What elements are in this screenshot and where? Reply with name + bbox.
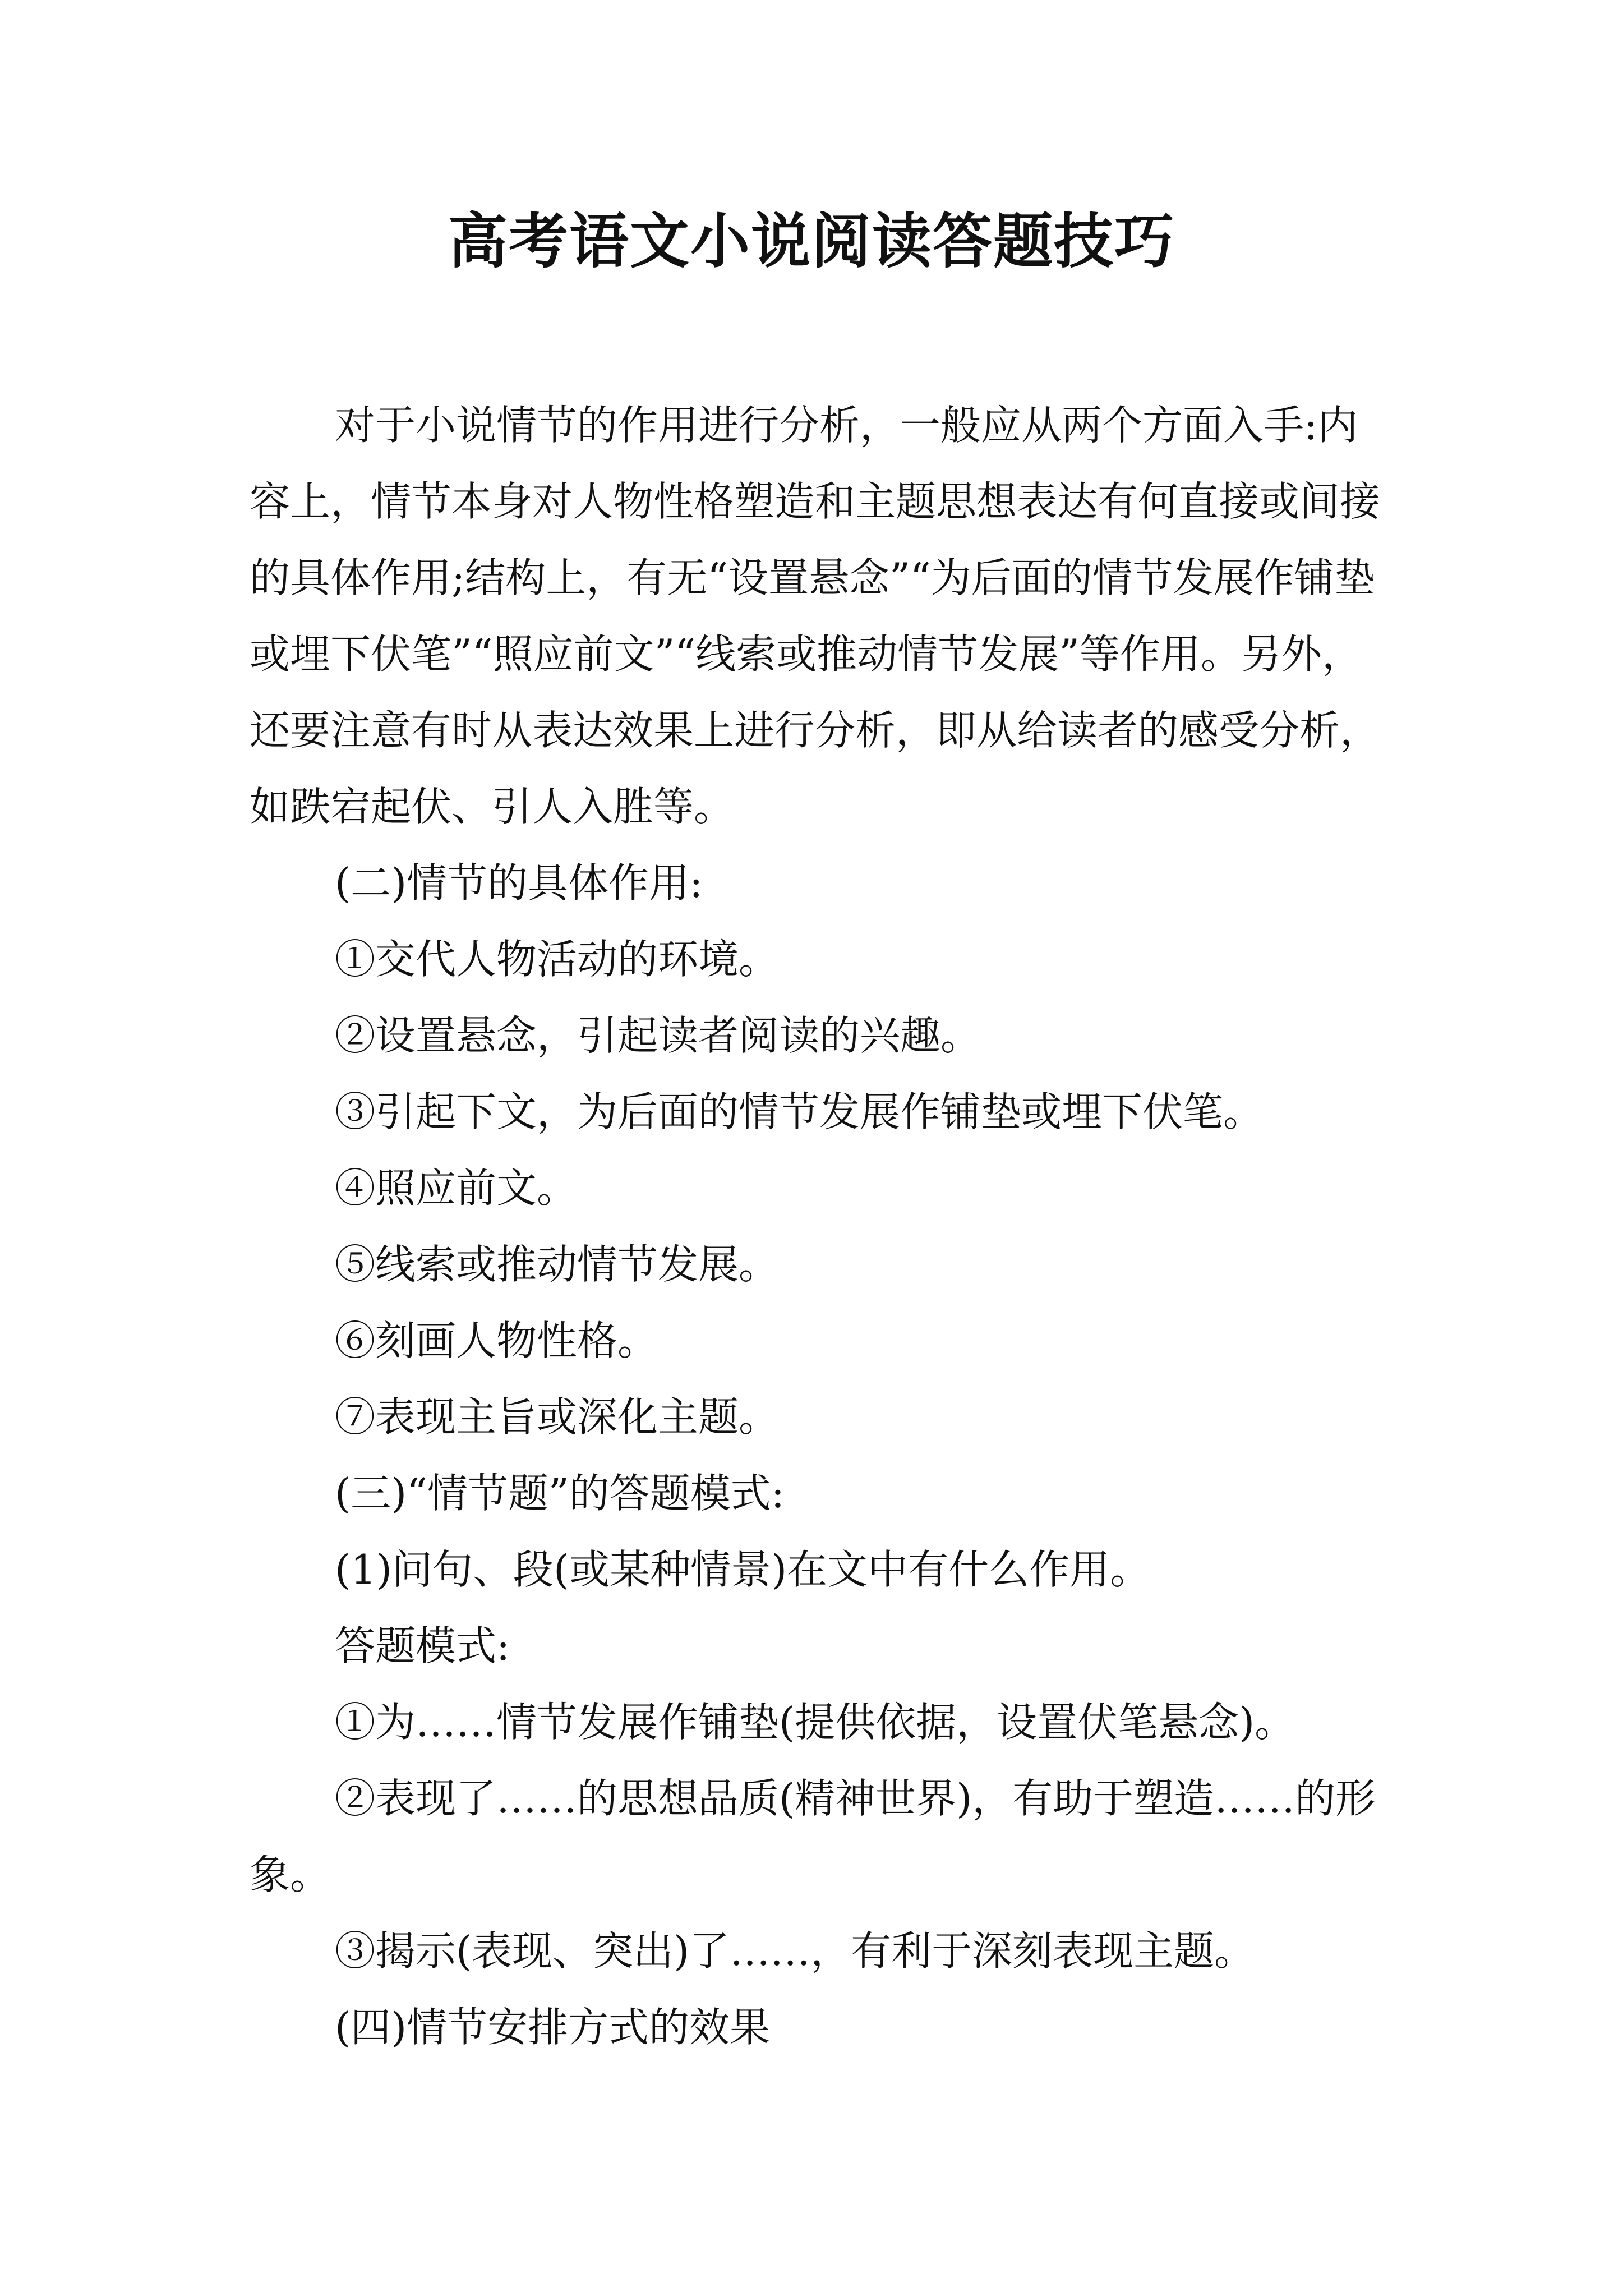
section-heading-arrangement-effects: (四)情节安排方式的效果 [335,2004,771,2051]
list-item: ⑥刻画人物性格。 [335,1317,658,1364]
list-item: ①交代人物活动的环境。 [335,936,780,983]
list-item: ③引起下文，为后面的情节发展作铺垫或埋下伏笔。 [335,1088,1264,1135]
list-item: ②表现了……的思想品质(精神世界)，有助于塑造……的形象。 [250,1775,1376,1898]
list-item: ③揭示(表现、突出)了……，有利于深刻表现主题。 [335,1927,1255,1975]
section-heading-plot-functions: (二)情节的具体作用: [335,859,703,907]
answer-pattern-label: 答题模式: [335,1622,510,1669]
list-item: ④照应前文。 [335,1165,578,1212]
list-item: ⑤线索或推动情节发展。 [335,1241,780,1288]
question-item: (1)问句、段(或某种情景)在文中有什么作用。 [335,1546,1151,1593]
document-body [250,387,1388,2065]
list-item: ②设置悬念，引起读者阅读的兴趣。 [335,1012,981,1059]
paragraph-intro: 对于小说情节的作用进行分析，一般应从两个方面入手:内容上，情节本身对人物性格塑造和主题思想表达有何直接或间接的具体作用;结构上，有无“设置悬念”“为后面的情节发展作铺垫或埋下伏笔”“照应前文”“线索或推动情节发展”等作用。另外，还要注意有时从表达效果上进行分析，即从给读者的感受分析，如跌宕起伏、引人入胜等。 [250,402,1381,830]
page-title: 高考语文小说阅读答题技巧 [448,206,1175,276]
list-item: ⑦表现主旨或深化主题。 [335,1393,780,1441]
section-heading-answer-patterns: (三)“情节题”的答题模式: [335,1470,785,1517]
list-item: ①为……情节发展作铺垫(提供依据，设置伏笔悬念)。 [335,1699,1295,1746]
